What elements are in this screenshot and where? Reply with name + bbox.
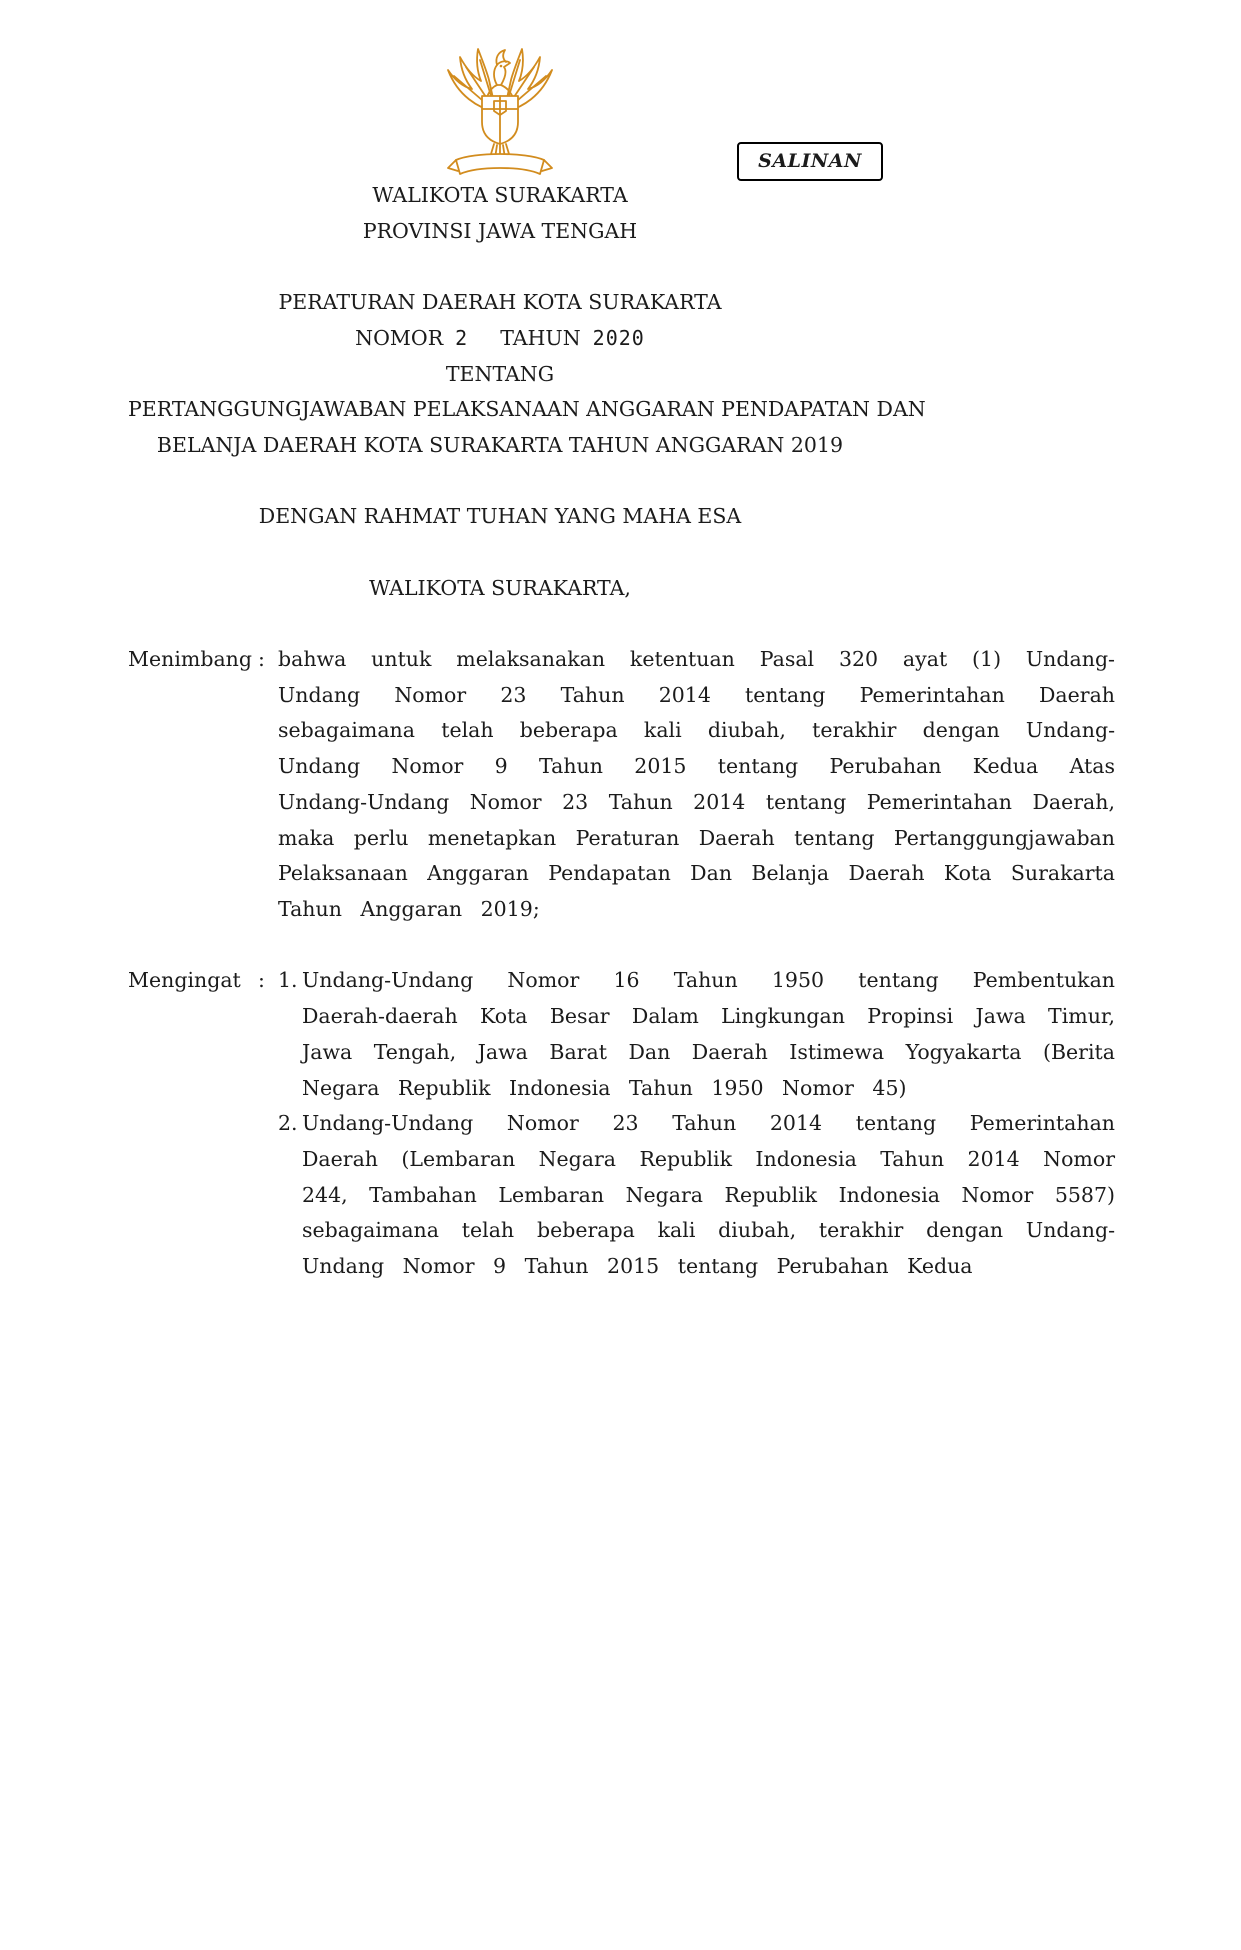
mengingat-colon: : <box>258 968 265 993</box>
item-text: Undang-Undang Nomor 16 Tahun 1950 tentang Pembentukan Daerah-daerah Kota Besar Dalam Lingkungan Propinsi Jawa Timur, Jawa Tengah, Jawa Barat Dan Daerah Istimewa Yogyakarta (Berita Negara Republik Indonesia Tahun 1950 Nomor 45) <box>302 968 1115 1100</box>
tahun-value: 2020 <box>592 325 645 350</box>
menimbang-text: bahwa untuk melaksanakan ketentuan Pasal 320 ayat (1) Undang-Undang Nomor 23 Tahun 2014 tentang Pemerintahan Daerah sebagaimana telah beberapa kali diubah, terakhir dengan Undang-Undang Nomor 9 Tahun 2015 tentang Perubahan Kedua Atas Undang-Undang Nomor 23 Tahun 2014 tentang Pemerintahan Daerah, maka perlu menetapkan Peraturan Daerah tentang Pertanggungjawaban Pelaksanaan Anggaran Pendapatan Dan Belanja Daerah Kota Surakarta Tahun Anggaran 2019; <box>278 647 1115 921</box>
mengingat-item-1 <box>278 963 1115 1106</box>
tahun-label: TAHUN <box>500 325 581 350</box>
tentang-label: TENTANG <box>445 361 555 386</box>
regulation-number-line <box>128 321 872 357</box>
spacer <box>128 606 1115 642</box>
spacer <box>128 249 872 285</box>
salinan-stamp <box>737 142 883 181</box>
mengingat-clause <box>128 963 1115 1284</box>
province-title: PROVINSI JAWA TENGAH <box>362 218 638 243</box>
item-text: Undang-Undang Nomor 23 Tahun 2014 tentang Pemerintahan Daerah (Lembaran Negara Republik Indonesia Tahun 2014 Nomor 244, Tambahan Lembaran Negara Republik Indonesia Nomor 5587) sebagaimana telah beberapa kali diubah, terakhir dengan Undang-Undang Nomor 9 Tahun 2015 tentang Perubahan Kedua <box>302 1111 1115 1279</box>
subject-line-2: BELANJA DAERAH KOTA SURAKARTA TAHUN ANGGARAN 2019 <box>156 432 844 457</box>
item-number: 2. <box>278 1111 298 1136</box>
mengingat-list <box>278 963 1115 1284</box>
spacer <box>128 928 1115 964</box>
menimbang-label: Menimbang <box>128 647 252 672</box>
subject-line-1: PERTANGGUNGJAWABAN PELAKSANAAN ANGGARAN PENDAPATAN DAN <box>128 397 926 422</box>
issuer-line: WALIKOTA SURAKARTA, <box>369 575 631 600</box>
salinan-stamp-label: SALINAN <box>758 149 862 172</box>
document-header <box>128 40 926 606</box>
invocation-line: DENGAN RAHMAT TUHAN YANG MAHA ESA <box>258 504 742 529</box>
mengingat-label: Mengingat <box>128 968 241 993</box>
spacer <box>128 464 872 500</box>
item-number: 1. <box>278 968 298 993</box>
nomor-value: 2 <box>455 325 469 350</box>
nomor-label: NOMOR <box>355 325 444 350</box>
spacer <box>128 535 872 571</box>
mengingat-item-2 <box>278 1106 1115 1285</box>
menimbang-colon: : <box>258 647 265 672</box>
office-title: WALIKOTA SURAKARTA <box>372 183 628 207</box>
regulation-title: PERATURAN DAERAH KOTA SURAKARTA <box>278 290 722 315</box>
menimbang-clause <box>128 642 1115 928</box>
